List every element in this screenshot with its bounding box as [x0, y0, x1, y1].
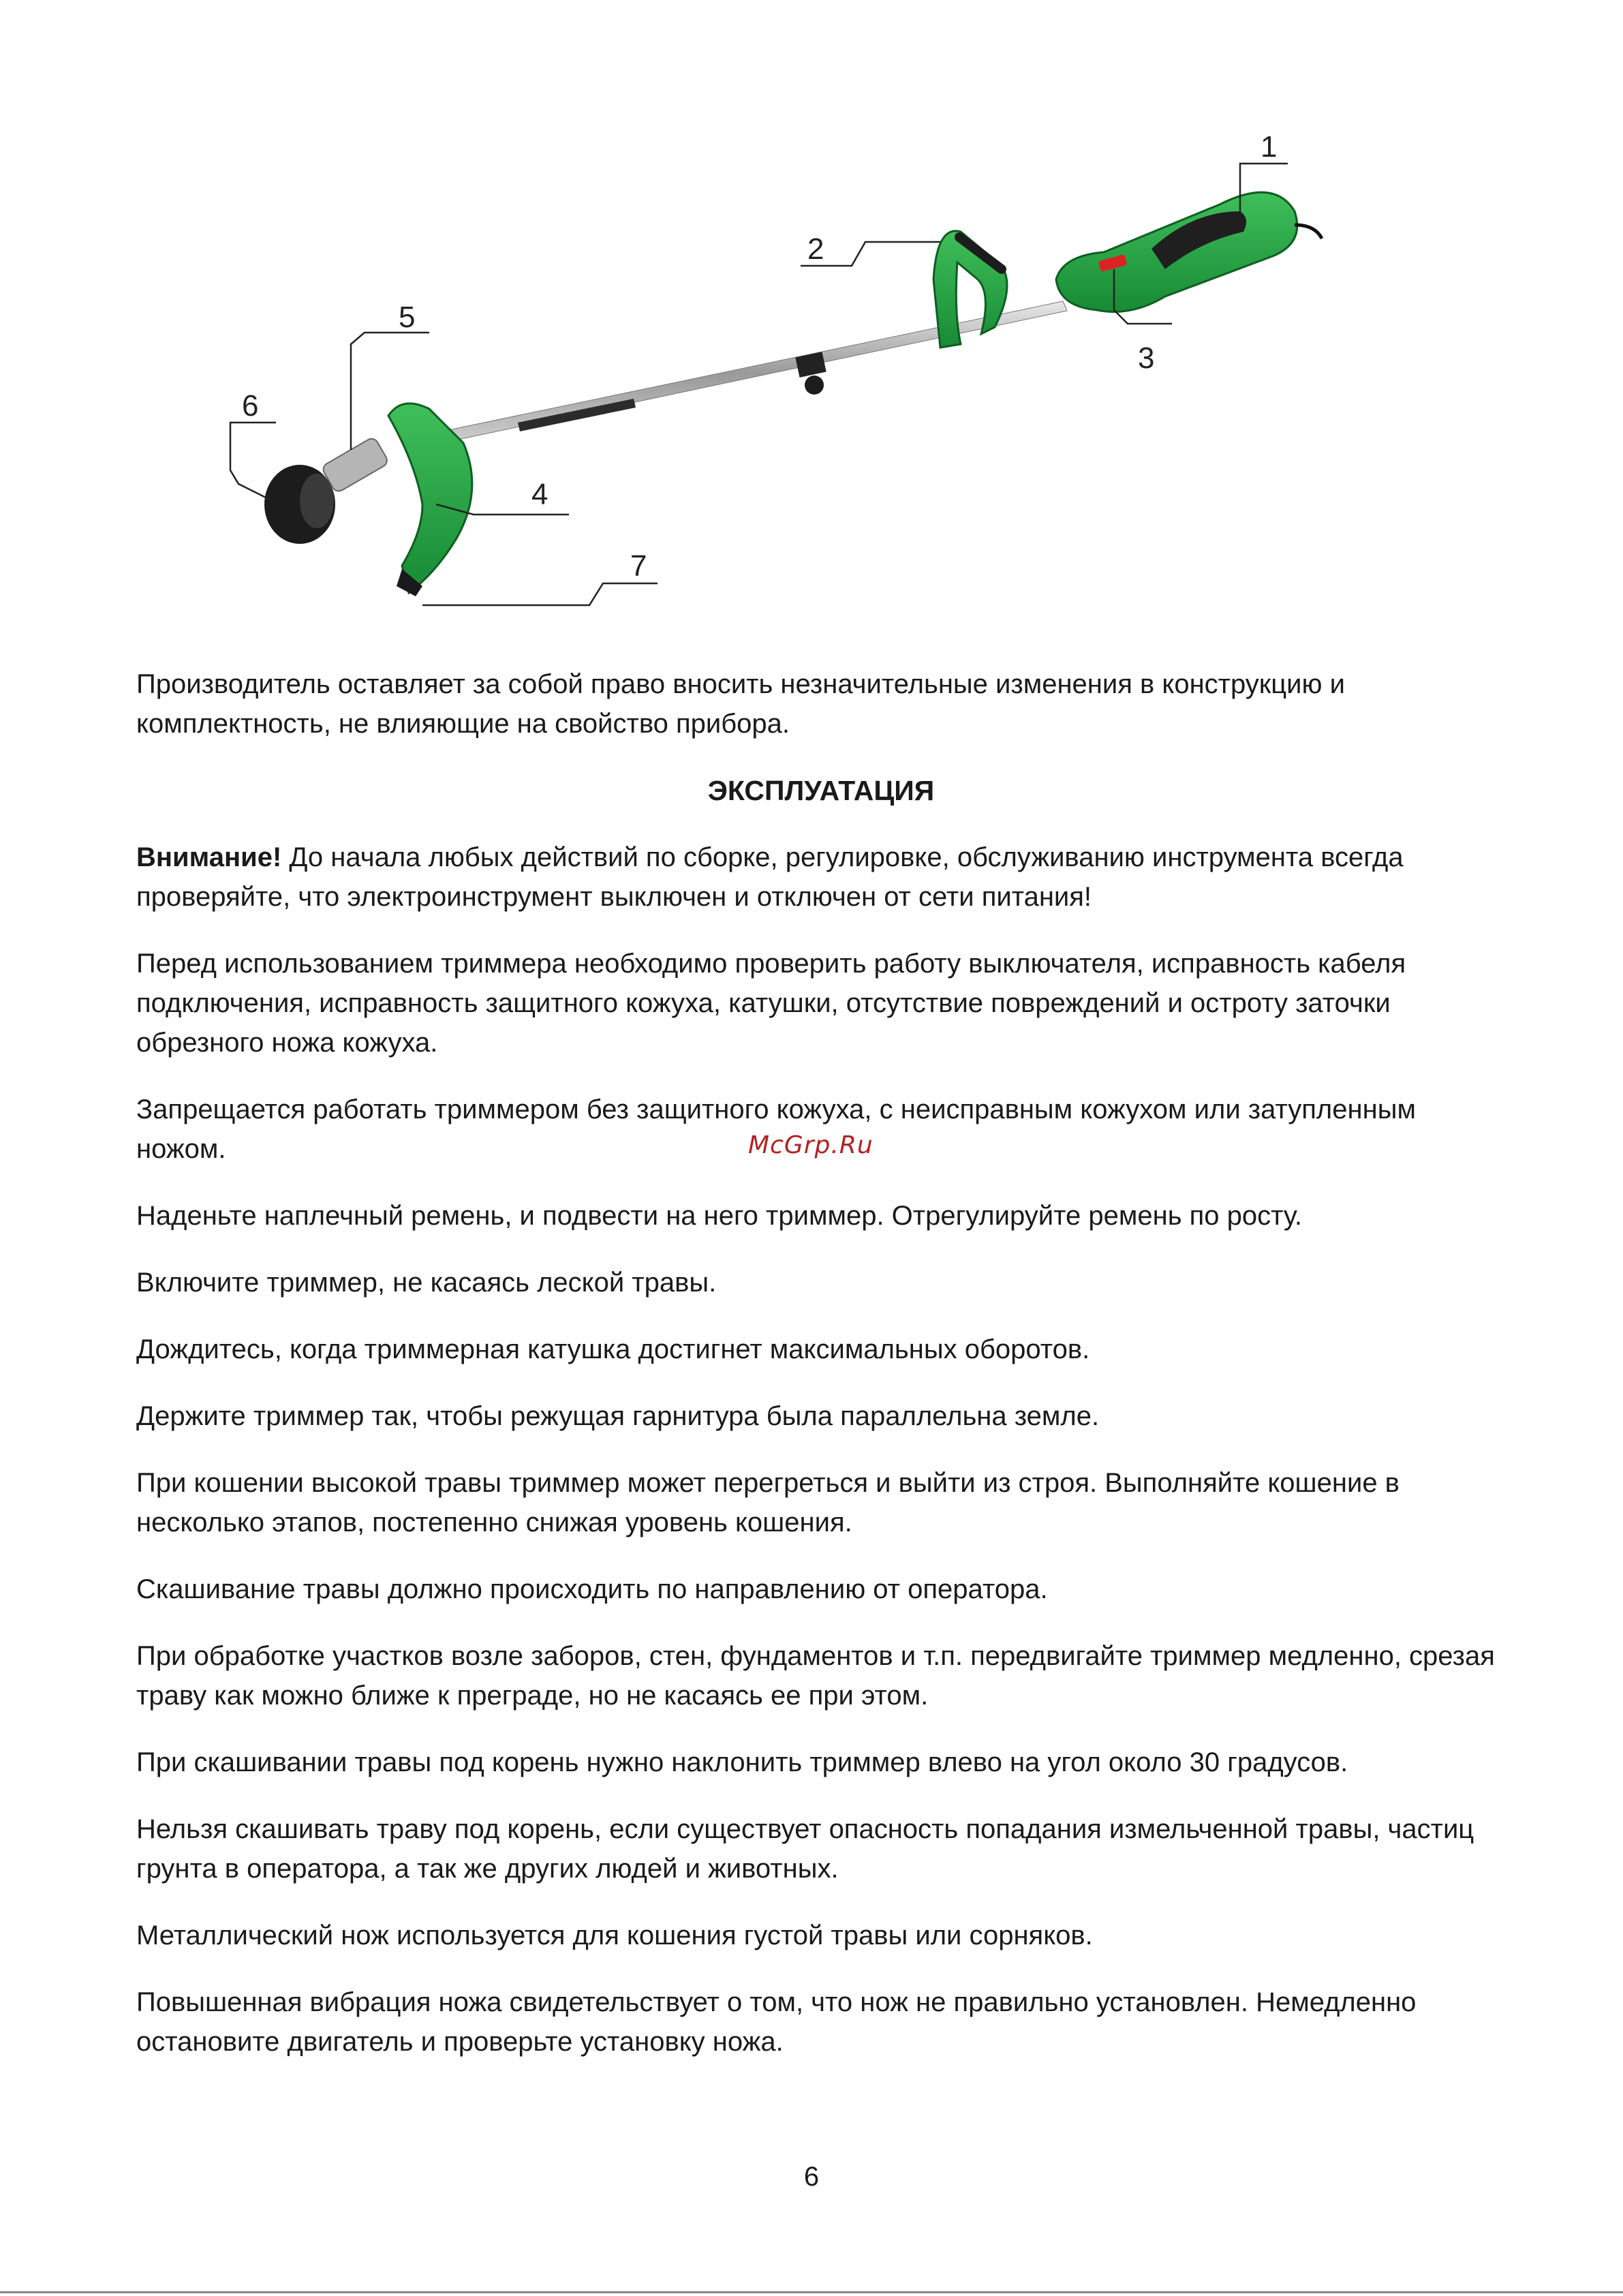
document-body — [136, 664, 1506, 2089]
paragraph: Держите триммер так, чтобы режущая гарнитура была параллельна земле. — [136, 1401, 1100, 1431]
paragraph: Повышенная вибрация ножа свидетельствует о том, что нож не правильно установлен. Немедленно остановите двигатель и проверьте установку ножа. — [136, 1987, 1417, 2057]
warning-text: До начала любых действий по сборке, регулировке, обслуживанию инструмента всегда проверяйте, что электроинструмент выключен и отключен от сети питания! — [136, 842, 1404, 912]
section-title: ЭКСПЛУАТАЦИЯ — [707, 775, 935, 806]
callout-6: 6 — [242, 389, 259, 423]
watermark: McGrp.Ru — [748, 1131, 874, 1159]
trimmer-illustration — [198, 123, 1370, 641]
paragraph: Дождитесь, когда триммерная катушка достигнет максимальных оборотов. — [136, 1334, 1090, 1364]
clamp-knob — [805, 376, 824, 395]
paragraph: Нельзя скашивать траву под корень, если существует опасность попадания измельченной травы, частиц грунта в оператора, а так же других людей и животных. — [136, 1814, 1474, 1884]
page-number: 6 — [803, 2162, 820, 2192]
callout-4: 4 — [531, 478, 548, 511]
callout-line-7 — [422, 583, 658, 605]
paragraph: Скашивание травы должно происходить по направлению от оператора. — [136, 1574, 1048, 1604]
warning-paragraph — [136, 838, 1506, 917]
callout-1: 1 — [1261, 130, 1278, 164]
intro-paragraph: Производитель оставляет за собой право вносить незначительные изменения в конструкцию и комплектность, не влияющие на свойство прибора. — [136, 669, 1345, 739]
callout-5: 5 — [399, 301, 416, 334]
paragraph: Наденьте наплечный ремень, и подвести на него триммер. Отрегулируйте ремень по росту. — [136, 1201, 1303, 1231]
paragraph: При скашивании травы под корень нужно наклонить триммер влево на угол около 30 градусов. — [136, 1747, 1348, 1777]
paragraph: Включите триммер, не касаясь леской травы. — [136, 1268, 717, 1298]
warning-label: Внимание! — [136, 842, 282, 872]
callout-3: 3 — [1138, 341, 1155, 375]
paragraph: При обработке участков возле заборов, стен, фундаментов и т.п. передвигайте триммер медленно, срезая траву как можно ближе к преграде, но не касаясь ее при этом. — [136, 1641, 1495, 1711]
gear-head — [321, 436, 389, 493]
paragraph: При кошении высокой травы триммер может перегреться и выйти из строя. Выполняйте кошение в несколько этапов, постепенно снижая уровень кошения. — [136, 1468, 1400, 1537]
trimmer-diagram — [198, 123, 1370, 641]
paragraph: Запрещается работать триммером без защитного кожуха, с неисправным кожухом или затупленным ножом. — [136, 1095, 1416, 1164]
paragraph: Металлический нож используется для кошения густой травы или сорняков. — [136, 1920, 1093, 1950]
power-cord — [1295, 225, 1322, 239]
callout-7: 7 — [630, 549, 647, 583]
page-bottom-rule — [0, 2291, 1623, 2293]
callout-2: 2 — [807, 232, 824, 266]
spool-cap — [300, 474, 334, 528]
callout-lines — [230, 164, 1288, 605]
shaft-clamp — [795, 352, 826, 378]
paragraph: Перед использованием триммера необходимо проверить работу выключателя, исправность кабеля подключения, исправность защитного кожуха, катушки, отсутствие повреждений и остроту заточки обрезного ножа кожуха. — [136, 949, 1406, 1058]
